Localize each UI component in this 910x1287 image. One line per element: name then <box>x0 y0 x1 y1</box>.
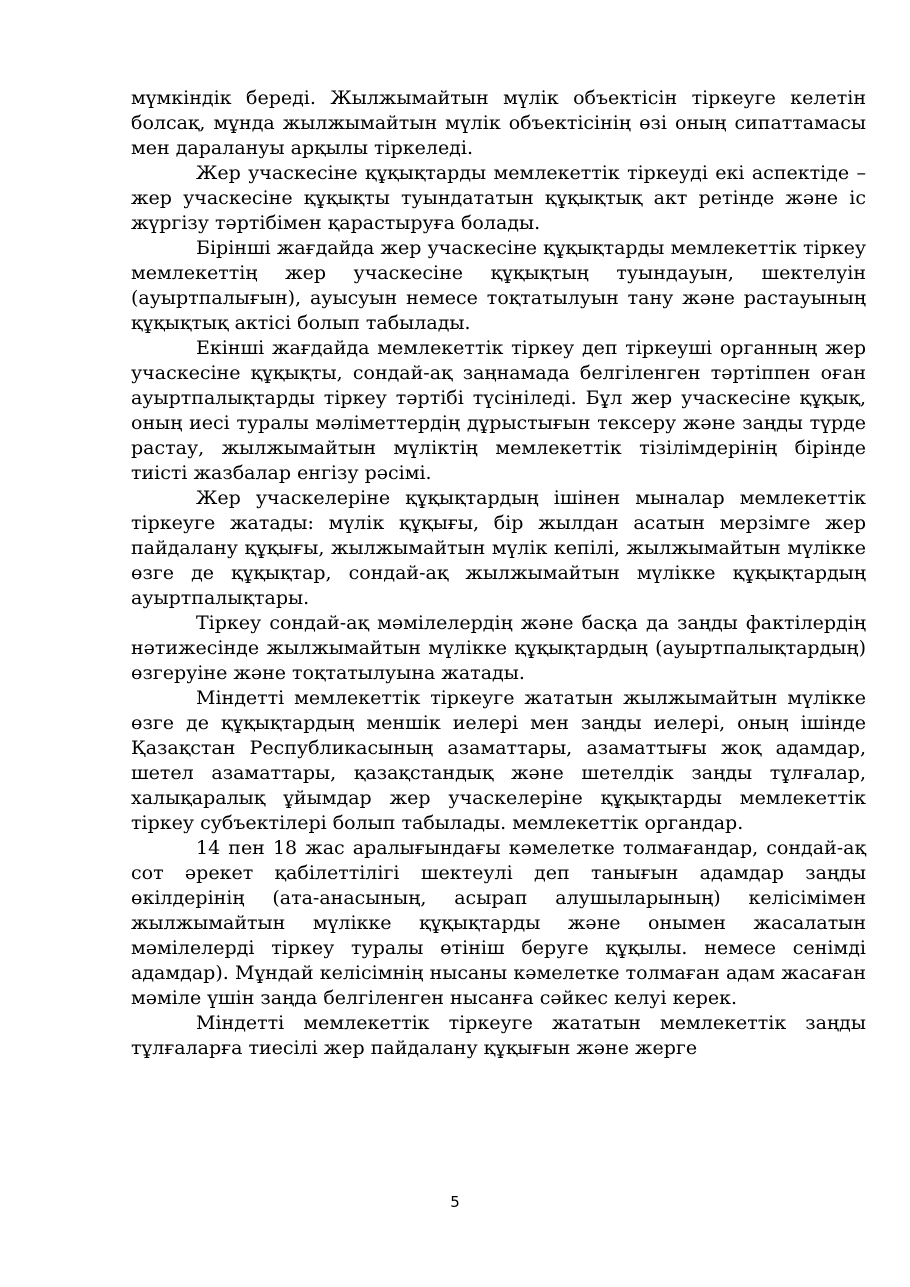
paragraph-8: 14 пен 18 жас аралығындағы кәмелетке толмағандар, сондай-ақ сот әрекет қабілеттілігі шектеулі деп танығын адамдар заңды өкілдерінің (ата-анасының, асырап алушыларының) келісімімен жылжымайтын мүлікке құқықтарды және онымен жасалатын мәмілелерді тіркеу туралы өтініш беруге құқылы. немесе сенімді адамдар). Мұндай келісімнің нысаны кәмелетке толмаған адам жасаған мәміле үшін заңда белгіленген нысанға сәйкес келуі керек. <box>131 837 866 1009</box>
paragraph-3: Бірінші жағдайда жер учаскесіне құқықтарды мемлекеттік тіркеу мемлекеттің жер учаскесіне құқықтың туындауын, шектелуін (ауыртпалығын), ауысуын немесе тоқтатылуын тану және растауының құқықтық актісі болып табылады. <box>131 237 866 334</box>
paragraph-7: Міндетті мемлекеттік тіркеуге жататын жылжымайтын мүлікке өзге де құқықтардың меншік иелері мен заңды иелері, оның ішінде Қазақстан Республикасының азаматтары, азаматтығы жоқ адамдар, шетел азаматтары, қазақстандық және шетелдік заңды тұлғалар, халықаралық ұйымдар жер учаскелеріне құқықтарды мемлекеттік тіркеу субъектілері болып табылады. мемлекеттік органдар. <box>131 687 866 834</box>
body-text <box>131 86 866 1061</box>
paragraph-2: Жер учаскесіне құқықтарды мемлекеттік тіркеуді екі аспектіде – жер учаскесіне құқықты туындататын құқықтық акт ретінде және іс жүргізу тәртібімен қарастыруға болады. <box>131 162 866 234</box>
paragraph-1: мүмкіндік береді. Жылжымайтын мүлік объектісін тіркеуге келетін болсақ, мұнда жылжымайтын мүлік объектісінің өзі оның сипаттамасы мен даралануы арқылы тіркеледі. <box>131 87 866 159</box>
page-number: 5 <box>450 1193 460 1211</box>
paragraph-5: Жер учаскелеріне құқықтардың ішінен мыналар мемлекеттік тіркеуге жатады: мүлік құқығы, бір жылдан асатын мерзімге жер пайдалану құқығы, жылжымайтын мүлік кепілі, жылжымайтын мүлікке өзге де құқықтар, сондай-ақ жылжымайтын мүлікке құқықтардың ауыртпалықтары. <box>131 487 866 609</box>
paragraph-4: Екінші жағдайда мемлекеттік тіркеу деп тіркеуші органның жер учаскесіне құқықты, сондай-ақ заңнамада белгіленген тәртіппен оған ауыртпалықтарды тіркеу тәртібі түсініледі. Бұл жер учаскесіне құқық, оның иесі туралы мәліметтердің дұрыстығын тексеру және заңды түрде растау, жылжымайтын мүліктің мемлекеттік тізілімдерінің бірінде тиісті жазбалар енгізу рәсімі. <box>131 337 866 484</box>
paragraph-9: Міндетті мемлекеттік тіркеуге жататын мемлекеттік заңды тұлғаларға тиесілі жер пайдалану құқығын және жерге <box>131 1012 866 1059</box>
paragraph-6: Тіркеу сондай-ақ мәмілелердің және басқа да заңды фактілердің нәтижесінде жылжымайтын мүлікке құқықтардың (ауыртпалықтардың) өзгеруіне және тоқтатылуына жатады. <box>131 612 866 684</box>
